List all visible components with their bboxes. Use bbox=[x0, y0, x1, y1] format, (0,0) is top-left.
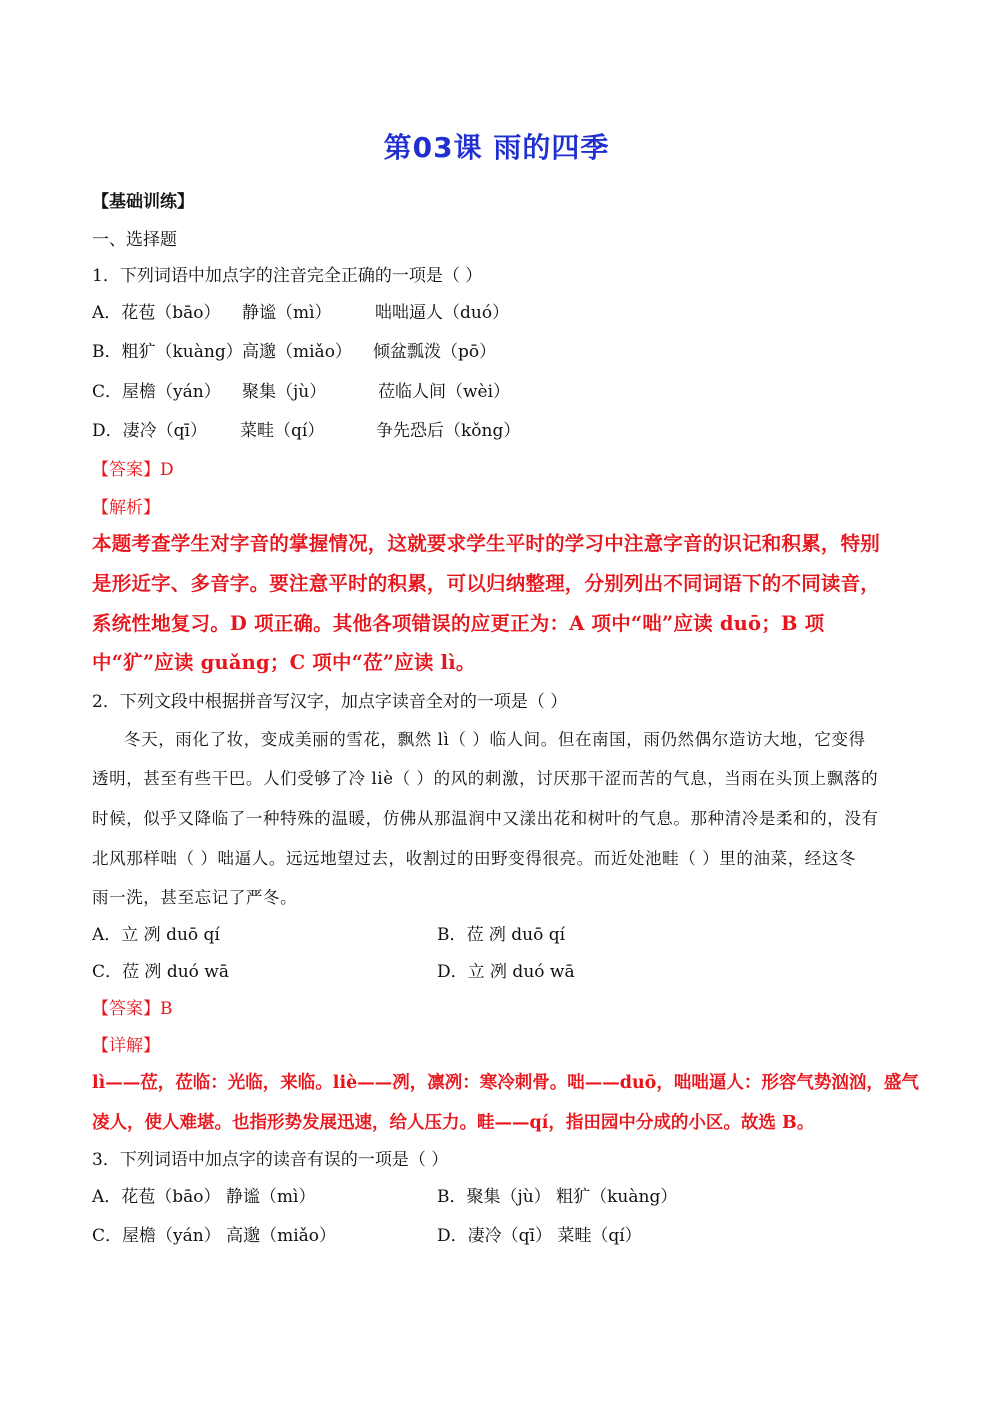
q2-option-d: D．立 冽 duó wā bbox=[437, 962, 575, 982]
q2-option-a: A．立 冽 duō qí bbox=[92, 925, 220, 945]
q2-passage-line: 时候，似乎又降临了一种特殊的温暖，仿佛从那温润中又漾出花和树叶的气息。那种清冷是柔和的，没有 bbox=[92, 809, 879, 828]
q2-passage-line: 雨一洗，甚至忘记了严冬。 bbox=[92, 888, 298, 907]
q1-analysis-label: 【解析】 bbox=[92, 498, 160, 518]
q2-answer: 【答案】B bbox=[92, 999, 173, 1019]
q1-option-d-3: 争先恐后（kǒng） bbox=[376, 421, 521, 441]
q2-explanation-line: 凌人，使人难堪。也指形势发展迅速，给人压力。畦——qí，指田园中分成的小区。故选 B。 bbox=[92, 1113, 815, 1133]
q1-option-a-1: A．花苞（bāo） bbox=[92, 303, 221, 323]
q1-option-c-2: 聚集（jù） bbox=[242, 382, 327, 402]
q2-explanation-label: 【详解】 bbox=[92, 1036, 160, 1056]
q1-analysis-line: 本题考查学生对字音的掌握情况，这就要求学生平时的学习中注意字音的识记和积累，特别 bbox=[92, 532, 881, 555]
q2-explanation-line: lì——莅，莅临：光临，来临。liè——冽，凛冽：寒冷刺骨。咄——duō，咄咄逼人：形容气势汹汹，盛气 bbox=[92, 1073, 919, 1093]
q2-stem: 2．下列文段中根据拼音写汉字，加点字读音全对的一项是（ ） bbox=[92, 692, 568, 712]
q1-stem: 1．下列词语中加点字的注音完全正确的一项是（ ） bbox=[92, 266, 483, 286]
q1-option-a-3: 咄咄逼人（duó） bbox=[375, 303, 510, 323]
q3-option-b: B．聚集（jù） 粗犷（kuàng） bbox=[437, 1187, 678, 1207]
q2-option-c: C．莅 冽 duó wā bbox=[92, 962, 229, 982]
section-heading: 【基础训练】 bbox=[92, 192, 194, 212]
q2-passage-line: 北风那样咄（ ）咄逼人。远远地望过去，收割过的田野变得很亮。而近处池畦（ ）里的油菜，经这冬 bbox=[92, 849, 857, 868]
q1-option-c-1: C．屋檐（yán） bbox=[92, 382, 221, 402]
q1-answer: 【答案】D bbox=[92, 460, 174, 480]
q1-option-d-2: 菜畦（qí） bbox=[240, 421, 325, 441]
q3-option-a: A．花苞（bāo） 静谧（mì） bbox=[92, 1187, 316, 1207]
q3-stem: 3．下列词语中加点字的读音有误的一项是（ ） bbox=[92, 1150, 449, 1170]
q1-analysis-line: 系统性地复习。D 项正确。其他各项错误的应更正为：A 项中“咄”应读 duō；B 项 bbox=[92, 612, 825, 635]
q1-option-b-2: 高邈（miǎo） bbox=[242, 342, 352, 362]
q2-passage-line: 冬天，雨化了妆，变成美丽的雪花，飘然 lì（ ）临人间。但在南国，雨仍然偶尔造访大地，它变得 bbox=[124, 730, 866, 749]
q1-option-d-1: D．凄冷（qī） bbox=[92, 421, 207, 441]
q1-analysis-line: 是形近字、多音字。要注意平时的积累，可以归纳整理，分别列出不同词语下的不同读音， bbox=[92, 572, 881, 595]
part-heading: 一、选择题 bbox=[92, 230, 177, 250]
q2-passage-line: 透明，甚至有些干巴。人们受够了冷 liè（ ）的风的刺激，讨厌那干涩而苦的气息，当雨在头顶上飘落的 bbox=[92, 769, 879, 788]
page-title: 第03课 雨的四季 bbox=[383, 131, 610, 164]
q1-option-c-3: 莅临人间（wèi） bbox=[378, 382, 511, 402]
q1-analysis-line: 中“犷”应读 guǎng；C 项中“莅”应读 lì。 bbox=[92, 651, 476, 674]
q2-option-b: B．莅 冽 duō qí bbox=[437, 925, 566, 945]
q1-option-b-1: B．粗犷（kuàng） bbox=[92, 342, 243, 362]
q1-option-a-2: 静谧（mì） bbox=[242, 303, 332, 323]
q3-option-c: C．屋檐（yán） 高邈（miǎo） bbox=[92, 1226, 337, 1246]
q1-option-b-3: 倾盆瓢泼（pō） bbox=[373, 342, 497, 362]
q3-option-d: D．凄冷（qī） 菜畦（qí） bbox=[437, 1226, 642, 1246]
